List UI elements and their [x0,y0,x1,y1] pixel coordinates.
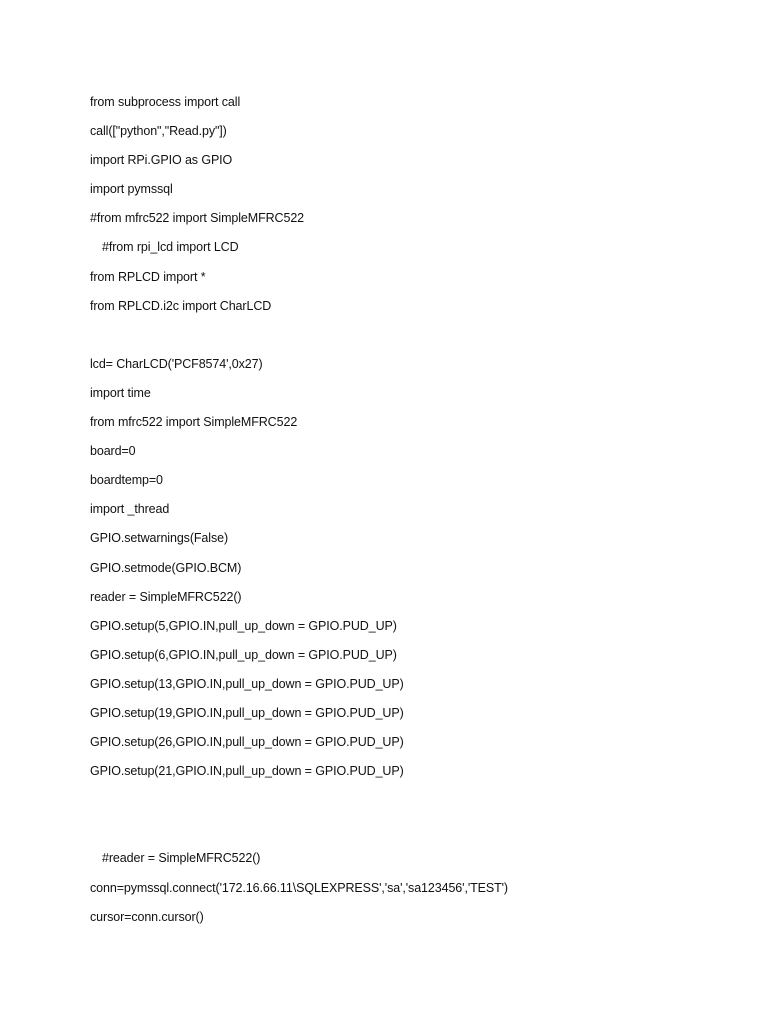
code-line: #from rpi_lcd import LCD [102,240,239,255]
code-line: #reader = SimpleMFRC522() [102,851,261,866]
code-text-block [90,92,730,936]
code-line: GPIO.setup(13,GPIO.IN,pull_up_down = GPIO.PUD_UP) [90,676,404,691]
code-line: import RPi.GPIO as GPIO [90,153,233,168]
code-line: GPIO.setup(21,GPIO.IN,pull_up_down = GPIO.PUD_UP) [90,764,404,779]
code-line: GPIO.setwarnings(False) [90,531,229,546]
code-line: call(["python","Read.py"]) [90,124,227,139]
code-line: GPIO.setup(5,GPIO.IN,pull_up_down = GPIO.PUD_UP) [90,618,397,633]
code-line: from RPLCD import * [90,269,206,284]
code-line: from subprocess import call [90,95,241,109]
code-line: GPIO.setup(19,GPIO.IN,pull_up_down = GPIO.PUD_UP) [90,705,404,720]
code-line: reader = SimpleMFRC522() [90,589,242,604]
code-line: GPIO.setup(6,GPIO.IN,pull_up_down = GPIO.PUD_UP) [90,647,397,662]
code-line: boardtemp=0 [90,473,163,488]
code-line: conn=pymssql.connect('172.16.66.11\SQLEXPRESS','sa','sa123456','TEST') [90,880,508,895]
code-line: board=0 [90,444,136,459]
code-line: from RPLCD.i2c import CharLCD [90,298,272,313]
code-line: import _thread [90,502,170,517]
blank-line [90,790,730,819]
code-line: #from mfrc522 import SimpleMFRC522 [90,211,305,226]
code-line: import time [90,385,151,400]
code-line: GPIO.setmode(GPIO.BCM) [90,560,242,575]
code-line: GPIO.setup(26,GPIO.IN,pull_up_down = GPIO.PUD_UP) [90,735,404,750]
code-line: lcd= CharLCD('PCF8574',0x27) [90,356,263,371]
code-line: cursor=conn.cursor() [90,909,204,924]
blank-line [90,325,730,354]
code-line: import pymssql [90,182,173,197]
code-line: from mfrc522 import SimpleMFRC522 [90,415,298,430]
blank-line [90,819,730,848]
